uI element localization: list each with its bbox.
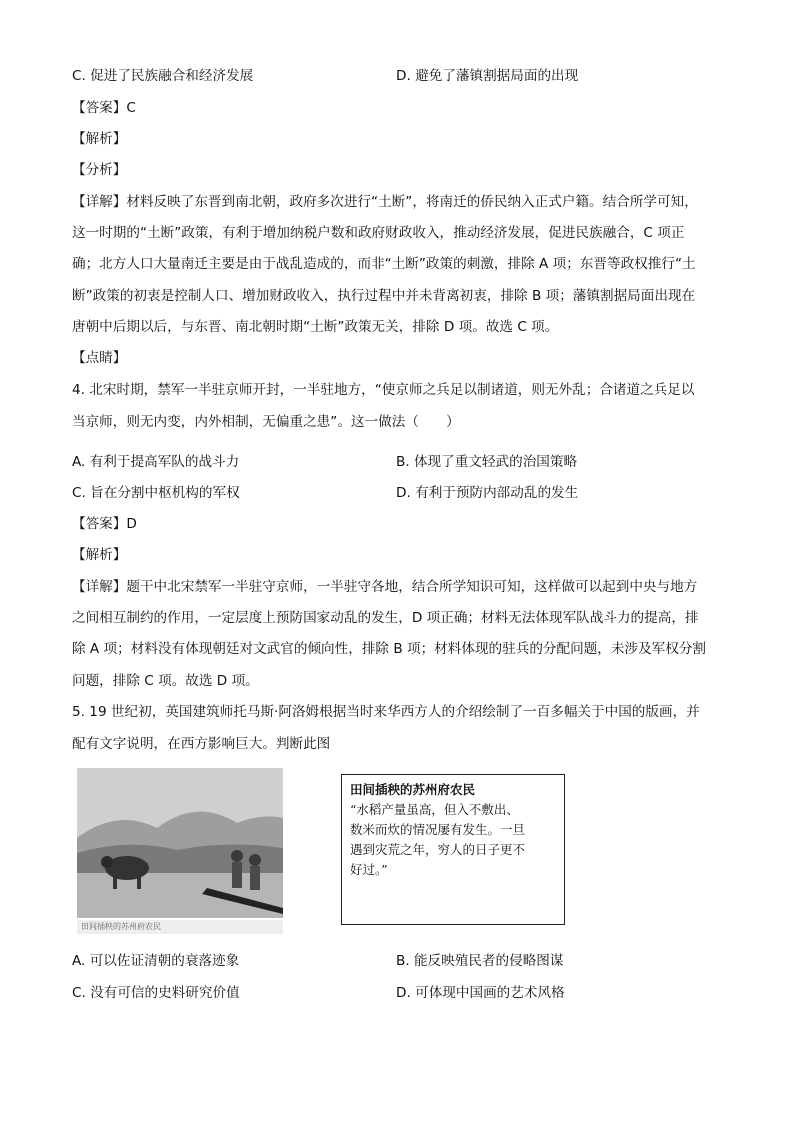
q5-option-d: D. 可体现中国画的艺术风格 <box>396 985 565 1001</box>
q5-option-c: C. 没有可信的史料研究价值 <box>72 985 240 1001</box>
q3-answer: 【答案】C <box>72 100 136 116</box>
q5-stem-line: 5. 19 世纪初，英国建筑师托马斯·阿洛姆根据当时来华西方人的介绍绘制了一百多幅关于中国的版画，并 <box>72 704 700 720</box>
q4-option-b: B. 体现了重文轻武的治国策略 <box>396 454 578 470</box>
q4-option-c: C. 旨在分割中枢机构的军权 <box>72 485 240 501</box>
q4-detail-line: 除 A 项；材料没有体现朝廷对文武官的倾向性，排除 B 项；材料体现的驻兵的分配问题，未涉及军权分割 <box>72 641 707 657</box>
q4-option-a: A. 有利于提高军队的战斗力 <box>72 454 240 470</box>
q4-jiexi-label: 【解析】 <box>72 547 127 563</box>
q5-option-a: A. 可以佐证清朝的衰落迹象 <box>72 953 240 969</box>
q4-detail-line: 问题，排除 C 项。故选 D 项。 <box>72 673 259 689</box>
q4-option-d: D. 有利于预防内部动乱的发生 <box>396 485 579 501</box>
rice-planting-engraving <box>77 768 283 918</box>
quote-box <box>341 774 565 925</box>
q3-detail-line: 断”政策的初衷是控制人口、增加财政收入，执行过程中并未背离初衷，排除 B 项；藩镇割据局面出现在 <box>72 288 696 304</box>
engraving-image <box>77 768 283 918</box>
q3-option-d: D. 避免了藩镇割据局面的出现 <box>396 68 579 84</box>
q5-option-b: B. 能反映殖民者的侵略图谋 <box>396 953 564 969</box>
q4-stem-line: 4. 北宋时期，禁军一半驻京师开封，一半驻地方，“使京师之兵足以制诸道，则无外乱；合诸道之兵足以 <box>72 382 695 398</box>
q4-detail-line: 之间相互制约的作用，一定层度上预防国家动乱的发生，D 项正确；材料无法体现军队战斗力的提高，排 <box>72 610 699 626</box>
q3-detail-line: 确；北方人口大量南迁主要是由于战乱造成的，而非“土断”政策的刺激，排除 A 项；东晋等政权推行“土 <box>72 256 696 272</box>
q4-stem-line: 当京师，则无内变，内外相制，无偏重之患”。这一做法（ ） <box>72 414 460 430</box>
q4-detail-line: 【详解】题干中北宋禁军一半驻守京师，一半驻守各地，结合所学知识可知，这样做可以起到中央与地方 <box>72 579 698 595</box>
q3-dianjing-label: 【点睛】 <box>72 350 127 366</box>
q3-detail-line: 【详解】材料反映了东晋到南北朝，政府多次进行“土断”，将南迁的侨民纳入正式户籍。结合所学可知， <box>72 194 698 210</box>
quote-box-body: “水稻产量虽高，但入不敷出、 数米而炊的情况屡有发生。一旦 遇到灾荒之年，穷人的日子更不 好过。” <box>350 802 526 877</box>
q3-detail-line: 唐朝中后期以后，与东晋、南北朝时期“土断”政策无关，排除 D 项。故选 C 项。 <box>72 319 559 335</box>
q3-jiexi-label: 【解析】 <box>72 131 127 147</box>
q3-fenxi-label: 【分析】 <box>72 162 127 178</box>
q4-answer: 【答案】D <box>72 516 137 532</box>
q3-detail-line: 这一时期的“土断”政策，有利于增加纳税户数和政府财政收入，推动经济发展，促进民族融合，C 项正 <box>72 225 685 241</box>
q3-option-c: C. 促进了民族融合和经济发展 <box>72 68 254 84</box>
image-caption: 田间插秧的苏州府农民 <box>77 920 283 934</box>
q5-stem-line: 配有文字说明，在西方影响巨大。判断此图 <box>72 736 331 752</box>
quote-box-title: 田间插秧的苏州府农民 <box>350 782 476 797</box>
